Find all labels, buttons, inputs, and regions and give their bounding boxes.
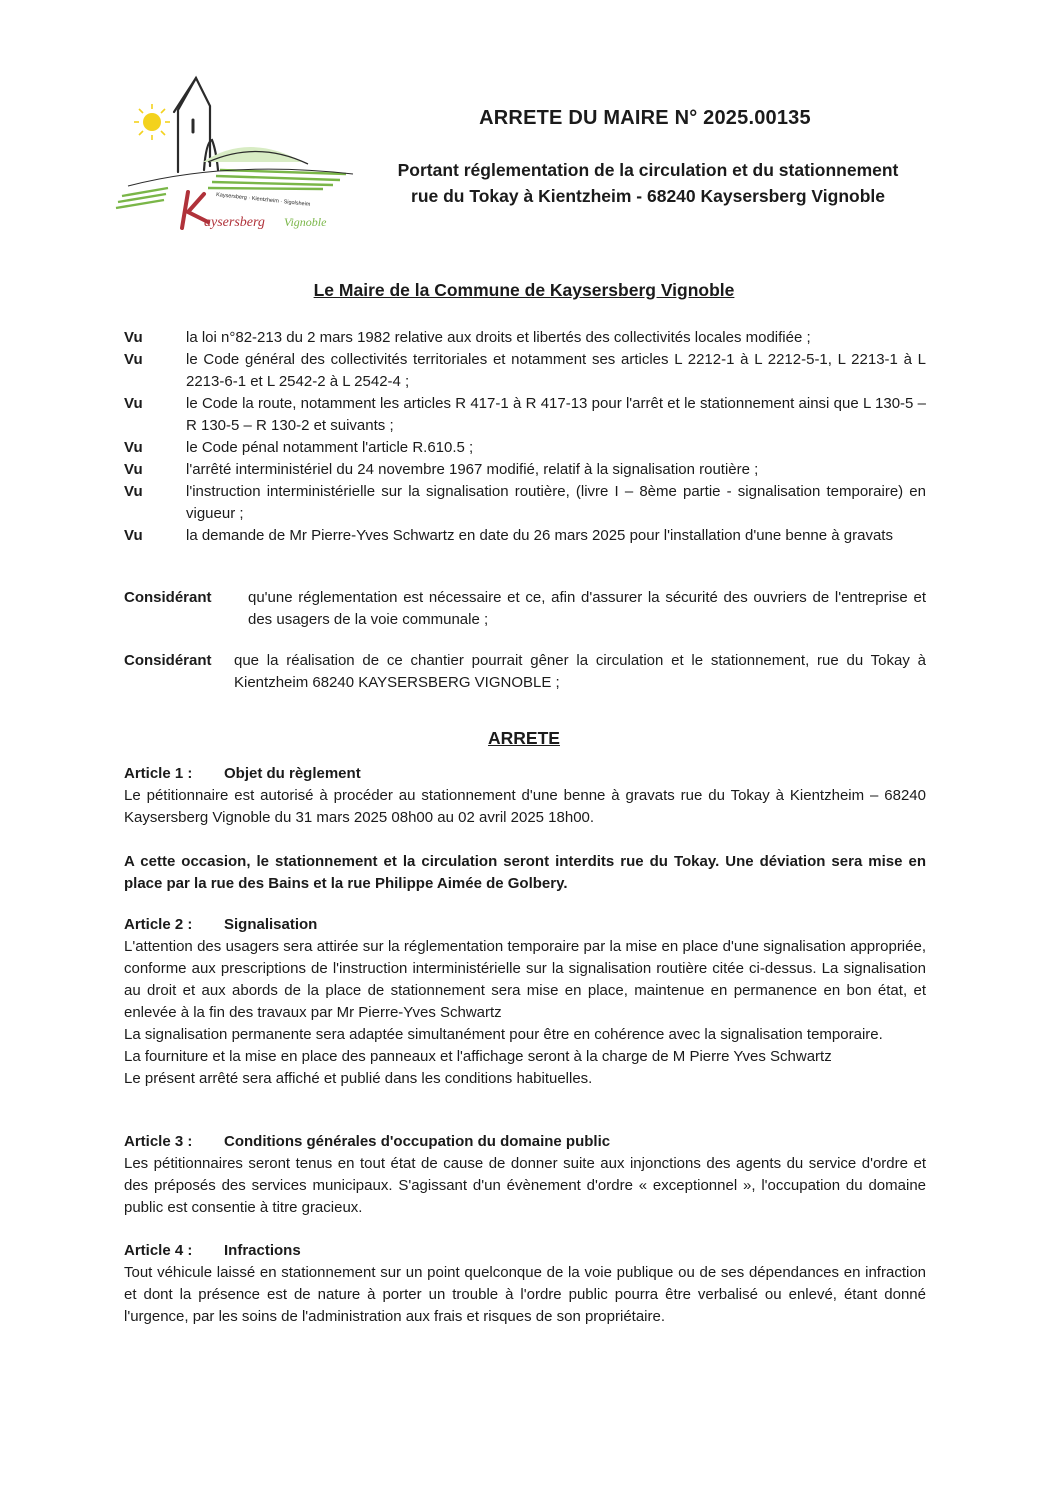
vu-text: la loi n°82-213 du 2 mars 1982 relative aux droits et libertés des collectivités locales modifiée ; [186, 329, 811, 346]
article-bold-paragraph: A cette occasion, le stationnement et la circulation seront interdits rue du Tokay. Une déviation sera mise en place par la rue des Bains et la rue Philippe Aimée de Golbery. [124, 853, 926, 892]
article-number: Article 2 : [124, 916, 193, 933]
vu-item [124, 349, 926, 393]
article-paragraph: La fourniture et la mise en place des panneaux et l'affichage seront à la charge de M Pierre Yves Schwartz [124, 1048, 832, 1065]
vu-item [124, 327, 926, 349]
considerant-label: Considérant [124, 652, 212, 669]
subtitle-line: rue du Tokay à Kientzheim - 68240 Kaysersberg Vignoble [411, 186, 885, 206]
kaysersberg-vignoble-logo [108, 70, 358, 240]
article-number: Article 4 : [124, 1242, 193, 1259]
considerant-text: que la réalisation de ce chantier pourrait gêner la circulation et le stationnement, rue du Tokay à Kientzheim 68240 KAYSERSBERG VIGNOBLE ; [234, 652, 926, 691]
vu-text: le Code pénal notamment l'article R.610.5 ; [186, 439, 474, 456]
article-heading [124, 763, 926, 785]
vu-item [124, 525, 926, 547]
authority-heading: Le Maire de la Commune de Kaysersberg Vignoble [313, 280, 735, 300]
article-paragraph: Tout véhicule laissé en stationnement sur un point quelconque de la voie publique ou de ses dépendances en infraction et dont la présence est de nature à porter un trouble à l'ordre public pourra être verbalisé ou enlevé, étant donné l'urgence, par les soins de l'administration aux frais et risques de son propriétaire. [124, 1264, 926, 1325]
vu-item [124, 437, 926, 459]
considerant-text: qu'une réglementation est nécessaire et ce, afin d'assurer la sécurité des ouvriers de l'entreprise et des usagers de la voie communale ; [248, 589, 926, 628]
vu-label: Vu [124, 395, 143, 412]
sun-icon [134, 104, 170, 140]
vu-item [124, 459, 926, 481]
article-title: Signalisation [224, 916, 318, 933]
article-title: Conditions générales d'occupation du domaine public [224, 1133, 611, 1150]
article-paragraph: Le pétitionnaire est autorisé à procéder au stationnement d'une benne à gravats rue du Tokay à Kientzheim – 68240 Kaysersberg Vignoble du 31 mars 2025 08h00 au 02 avril 2025 18h00. [124, 787, 926, 826]
article-paragraph: La signalisation permanente sera adaptée simultanément pour être en cohérence avec la signalisation temporaire. [124, 1026, 883, 1043]
article-heading [124, 1131, 926, 1153]
article-number: Article 3 : [124, 1133, 193, 1150]
logo-small-text: Kaysersberg · Kientzheim · Sigolsheim [215, 192, 311, 208]
article-heading [124, 1240, 926, 1262]
vu-label: Vu [124, 483, 143, 500]
vu-list [124, 327, 926, 547]
arrete-heading: ARRETE [488, 728, 560, 748]
vu-text: la demande de Mr Pierre-Yves Schwartz en date du 26 mars 2025 pour l'installation d'une benne à gravats [186, 527, 893, 544]
considerant-label: Considérant [124, 589, 212, 606]
article-paragraph: Les pétitionnaires seront tenus en tout état de cause de donner suite aux injonctions des agents du service d'ordre et des préposés des services municipaux. S'agissant d'un évènement d'ordre « exceptionnel », l'occupation du domaine public est consentie à titre gracieux. [124, 1155, 926, 1216]
subtitle-line: Portant réglementation de la circulation et du stationnement [397, 160, 899, 180]
logo-wordmark: aysersberg [204, 215, 265, 230]
article-1 [124, 763, 926, 895]
considerant-item [124, 650, 926, 694]
vu-label: Vu [124, 329, 143, 346]
page-title: ARRETE DU MAIRE N° 2025.00135 [479, 107, 811, 129]
article-title: Infractions [224, 1242, 301, 1259]
article-4 [124, 1240, 926, 1328]
considerant-item [124, 587, 926, 631]
vu-label: Vu [124, 439, 143, 456]
article-3 [124, 1131, 926, 1219]
vu-item [124, 393, 926, 437]
article-heading [124, 914, 926, 936]
vu-text: le Code général des collectivités territoriales et notamment ses articles L 2212-1 à L 2212-5-1, L 2213-1 à L 2213-6-1 et L 2542-2 à L 2542-4 ; [186, 351, 926, 390]
vu-label: Vu [124, 351, 143, 368]
vu-text: l'arrêté interministériel du 24 novembre 1967 modifié, relatif à la signalisation routière ; [186, 461, 759, 478]
vu-label: Vu [124, 527, 143, 544]
vu-text: le Code la route, notamment les articles R 417-1 à R 417-13 pour l'arrêt et le stationnement ainsi que L 130-5 – R 130-5 – R 130-2 et suivants ; [186, 395, 926, 434]
svg-text:Vignoble: Vignoble [284, 215, 327, 229]
article-paragraph: Le présent arrêté sera affiché et publié dans les conditions habituelles. [124, 1070, 593, 1087]
page-subtitle [368, 157, 928, 209]
article-title: Objet du règlement [224, 765, 361, 782]
vu-text: l'instruction interministérielle sur la signalisation routière, (livre I – 8ème partie - signalisation temporaire) en vigueur ; [186, 483, 926, 522]
article-number: Article 1 : [124, 765, 193, 782]
vu-label: Vu [124, 461, 143, 478]
article-2 [124, 914, 926, 1090]
vu-item [124, 481, 926, 525]
article-paragraph: L'attention des usagers sera attirée sur la réglementation temporaire par la mise en place d'une signalisation appropriée, conforme aux prescriptions de l'instruction interministérielle sur la signalisation routière citée ci-dessus. La signalisation au droit et aux abords de la place de stationnement sera mise en place, maintenue en permanence en bon état, et enlevée à la fin des travaux par Mr Pierre-Yves Schwartz [124, 938, 926, 1021]
